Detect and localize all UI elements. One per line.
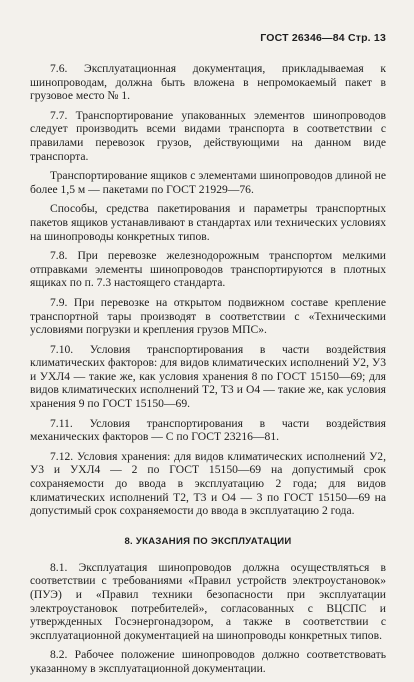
paragraph-8-1: 8.1. Эксплуатация шинопроводов должна осуществляться в соответствии с требованиями «Правил устройств электроустановок» (ПУЭ) и «Правил техники безопасности при эксплуатации электроустановок потребителей», согласованных с ВЦСПС и утвержденных Госэнергонадзором, а также в соответствии с эксплуатационной документацией на шинопроводы конкретных типов. — [30, 560, 386, 642]
running-header: ГОСТ 26346—84 Стр. 13 — [260, 32, 386, 44]
paragraph-7-12: 7.12. Условия хранения: для видов климатических исполнений У2, У3 и УХЛ4 — 2 по ГОСТ 15150—69 на допустимый срок сохраняемости до ввода в эксплуатацию 2 года; для видов климатических исполнений Т2, Т3 и О4 — 3 по ГОСТ 15150—69 на допустимый срок сохраняемости до ввода в эксплуатацию 2 года. — [30, 449, 386, 518]
paragraph-7-9: 7.9. При перевозке на открытом подвижном составе крепление транспортной тары производят в соответствии с «Техническими условиями погрузки и крепления грузов МПС». — [30, 295, 386, 337]
paragraph-packaging-length: Транспортирование ящиков с элементами шинопроводов длиной не более 1,5 м — пакетами по ГОСТ 21929—76. — [30, 169, 386, 196]
paragraph-8-2: 8.2. Рабочее положение шинопроводов должно соответствовать указанному в эксплуатационной документации. — [30, 648, 386, 675]
section-title: 8. УКАЗАНИЯ ПО ЭКСПЛУАТАЦИИ — [124, 535, 292, 547]
paragraph-7-7: 7.7. Транспортирование упакованных элементов шинопроводов следует производить всеми видами транспорта в соответствии с правилами перевозок грузов, действующими на данном виде транспорта. — [30, 108, 386, 163]
paragraph-7-8: 7.8. При перевозке железнодорожным транспортом мелкими отправками элементы шинопроводов транспортируются в плотных ящиках по п. 7.3 настоящего стандарта. — [30, 249, 386, 290]
paragraph-7-10: 7.10. Условия транспортирования в части воздействия климатических факторов: для видов климатических исполнений У2, У3 и УХЛ4 — такие же, как условия хранения 8 по ГОСТ 15150—69; для видов климатических исполнений Т2, Т3 и О4 — такие же, как условия хранения 9 по ГОСТ 15150—69. — [30, 342, 386, 411]
paragraph-packaging-methods: Способы, средства пакетирования и параметры транспортных пакетов ящиков устанавливают в стандартах или технических условиях на шинопроводы конкретных типов. — [30, 202, 386, 243]
paragraph-7-11: 7.11. Условия транспортирования в части воздействия механических факторов — С по ГОСТ 23216—81. — [30, 416, 386, 444]
paragraph-7-6: 7.6. Эксплуатационная документация, прикладываемая к шинопроводам, должна быть вложена в непромокаемый пакет в грузовое место № 1. — [30, 62, 386, 103]
page-content — [30, 62, 386, 682]
